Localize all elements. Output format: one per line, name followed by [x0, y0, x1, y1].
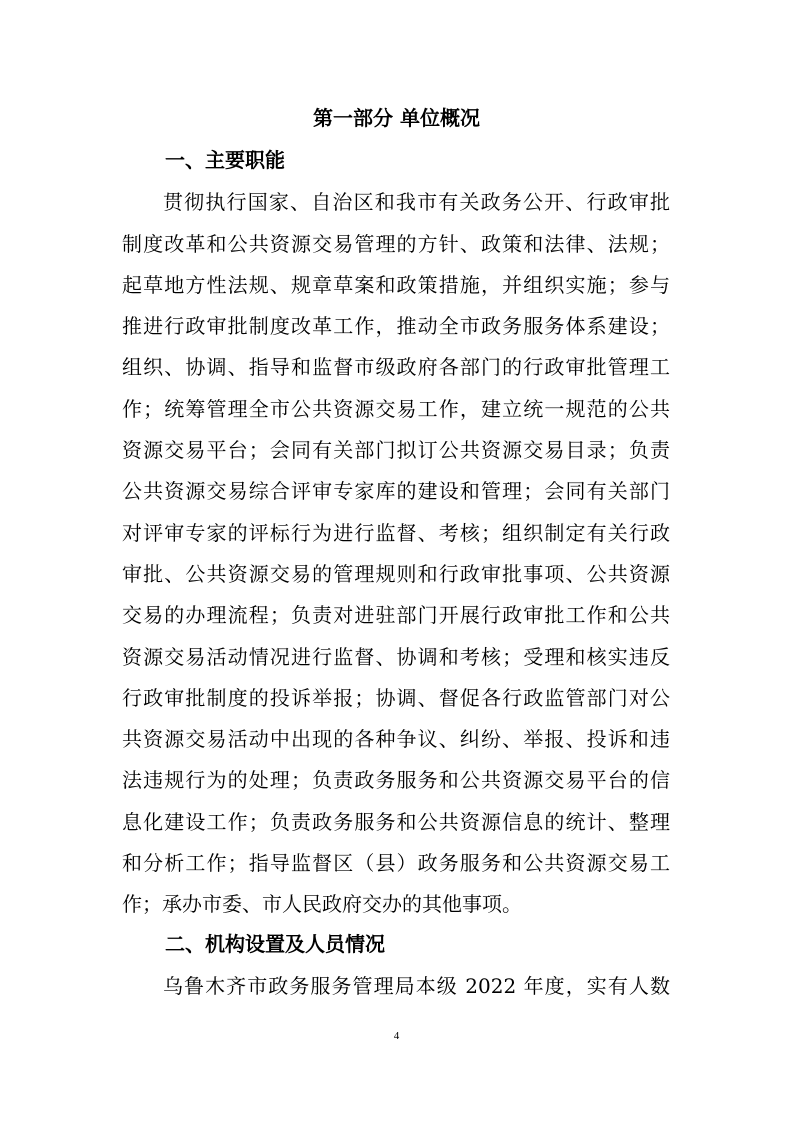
paragraph-line: 公共资源交易综合评审专家库的建设和管理；会同有关部门: [122, 479, 670, 503]
paragraph-line: 资源交易平台；会同有关部门拟订公共资源交易目录；负责: [122, 438, 670, 462]
paragraph-line: 审批、公共资源交易的管理规则和行政审批事项、公共资源: [122, 562, 670, 586]
paragraph-line: 贯彻执行国家、自治区和我市有关政务公开、行政审批: [163, 190, 670, 214]
paragraph-line: 制度改革和公共资源交易管理的方针、政策和法律、法规；: [122, 232, 670, 256]
page-number: 4: [393, 1030, 400, 1042]
paragraph-line: 和分析工作；指导监督区（县）政务服务和公共资源交易工: [122, 851, 670, 875]
section-heading-organization-staffing: 二、机构设置及人员情况: [165, 932, 385, 956]
page-title: 第一部分 单位概况: [313, 106, 480, 130]
paragraph-line: 共资源交易活动中出现的各种争议、纠纷、举报、投诉和违: [122, 727, 670, 751]
paragraph-line: 对评审专家的评标行为进行监督、考核；组织制定有关行政: [122, 521, 670, 545]
paragraph-line: 交易的办理流程；负责对进驻部门开展行政审批工作和公共: [122, 603, 670, 627]
paragraph-line: 推进行政审批制度改革工作，推动全市政务服务体系建设；: [122, 314, 670, 338]
paragraph-line: 组织、协调、指导和监督市级政府各部门的行政审批管理工: [122, 355, 670, 379]
paragraph-line: 起草地方性法规、规章草案和政策措施，并组织实施；参与: [122, 273, 670, 297]
paragraph-line: 乌鲁木齐市政务服务管理局本级 2022 年度，实有人数: [163, 974, 670, 998]
paragraph-line: 资源交易活动情况进行监督、协调和考核；受理和核实违反: [122, 645, 670, 669]
section-heading-main-functions: 一、主要职能: [165, 148, 285, 172]
paragraph-line: 行政审批制度的投诉举报；协调、督促各行政监管部门对公: [122, 686, 670, 710]
paragraph-line: 法违规行为的处理；负责政务服务和公共资源交易平台的信: [122, 768, 670, 792]
paragraph-line: 作；统筹管理全市公共资源交易工作，建立统一规范的公共: [122, 397, 670, 421]
paragraph-line: 息化建设工作；负责政务服务和公共资源信息的统计、整理: [122, 810, 670, 834]
paragraph-line: 作；承办市委、市人民政府交办的其他事项。: [122, 892, 522, 916]
